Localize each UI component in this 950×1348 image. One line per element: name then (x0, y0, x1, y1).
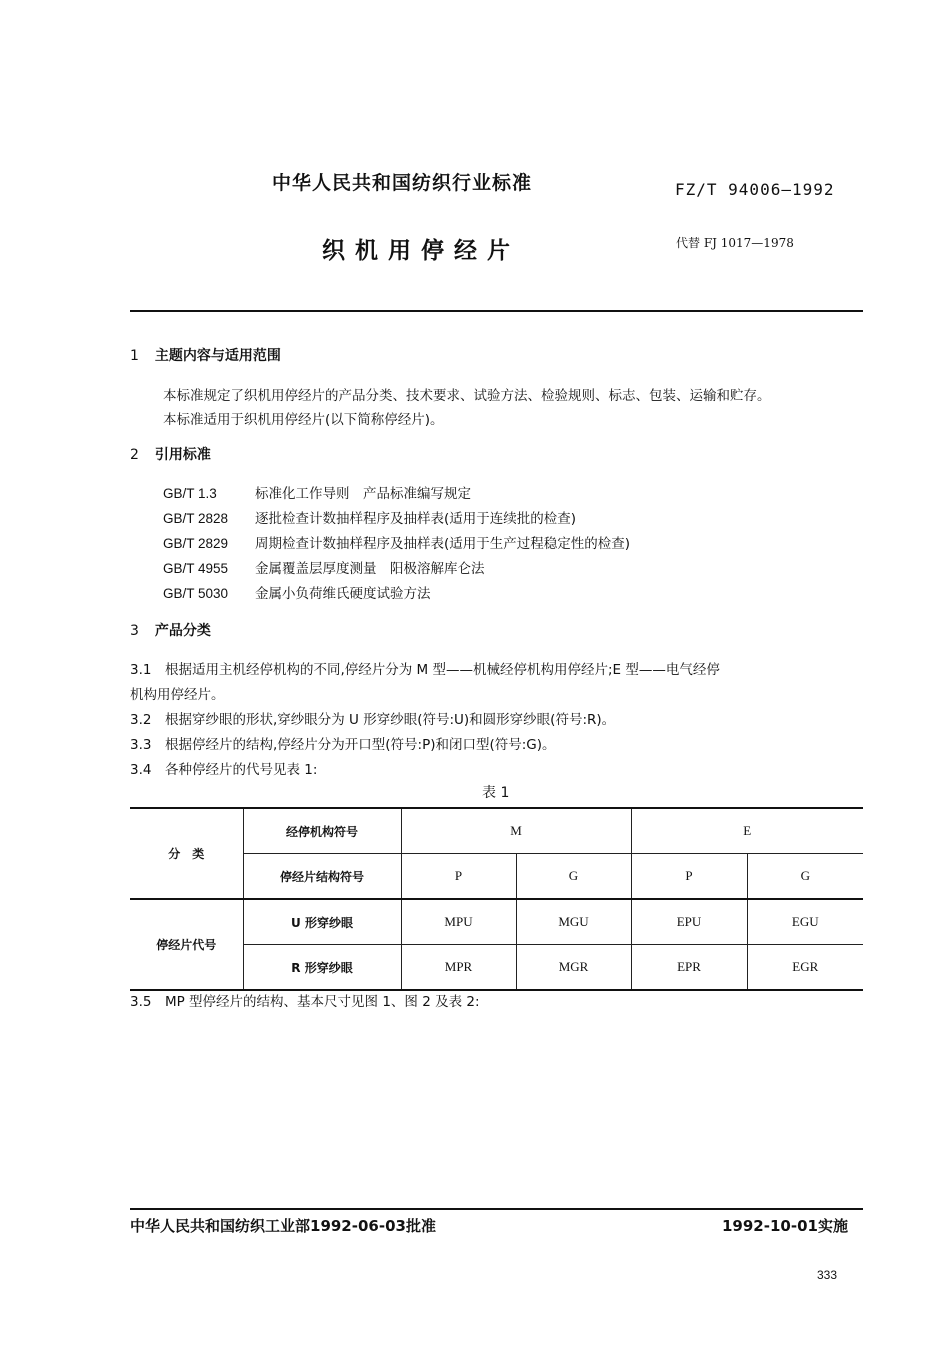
section-title: 主题内容与适用范围 (154, 348, 281, 364)
reference-item (163, 507, 576, 527)
section-1-paragraph-2: 本标准适用于织机用停经片(以下简称停经片)。 (163, 412, 444, 428)
reference-title: 金属小负荷维氏硬度试验方法 (255, 586, 431, 602)
table-row (130, 899, 863, 945)
row-label: U 形穿纱眼 (243, 899, 401, 945)
standard-title: 中华人民共和国纺织行业标准 (272, 172, 533, 194)
clause-3-3: 3.3 根据停经片的结构,停经片分为开口型(符号:P)和闭口型(符号:G)。 (130, 737, 556, 753)
clause-3-2: 3.2 根据穿纱眼的形状,穿纱眼分为 U 形穿纱眼(符号:U)和圆形穿纱眼(符号:R)。 (130, 712, 616, 728)
code-label: 停经片代号 (130, 899, 243, 990)
clause-3-5: 3.5 MP 型停经片的结构、基本尺寸见图 1、图 2 及表 2: (130, 994, 480, 1010)
section-2-heading (130, 444, 211, 464)
table-cell: MPU (401, 899, 516, 945)
clause-3-1-continued: 机构用停经片。 (130, 687, 225, 703)
section-number: 1 (130, 348, 139, 364)
mech-symbol-label: 经停机构符号 (243, 808, 401, 854)
standard-code: FZ/T 94006—1992 (675, 180, 835, 199)
table-cell: EPU (631, 899, 747, 945)
reference-code: GB/T 4955 (163, 561, 229, 576)
table-column-header: G (516, 854, 631, 900)
section-number: 2 (130, 447, 139, 463)
page-number: 333 (817, 1268, 838, 1282)
table-column-header: G (747, 854, 863, 900)
table-cell: EPR (631, 945, 747, 991)
type-m-header: M (401, 808, 631, 854)
table-caption: 表 1 (482, 785, 510, 801)
product-code-table (130, 807, 863, 991)
reference-code: GB/T 2829 (163, 536, 229, 551)
row-label: R 形穿纱眼 (243, 945, 401, 991)
type-e-header: E (631, 808, 863, 854)
reference-code: GB/T 5030 (163, 586, 229, 601)
section-title: 引用标准 (154, 447, 211, 463)
reference-title: 金属覆盖层厚度测量 阳极溶解库仑法 (255, 561, 485, 577)
footer-divider (130, 1208, 863, 1210)
classification-header: 分 类 (130, 808, 243, 899)
section-title: 产品分类 (154, 623, 211, 639)
section-1-heading (130, 345, 281, 365)
approval-note: 中华人民共和国纺织工业部1992-06-03批准 (130, 1217, 436, 1235)
table-cell: EGU (747, 899, 863, 945)
table-cell: EGR (747, 945, 863, 991)
section-3-heading (130, 620, 211, 640)
reference-code: GB/T 2828 (163, 511, 229, 526)
table-header-row (130, 808, 863, 854)
reference-code: GB/T 1.3 (163, 486, 217, 501)
table-cell: MGU (516, 899, 631, 945)
reference-title: 逐批检查计数抽样程序及抽样表(适用于连续批的检查) (255, 511, 577, 527)
table-column-header: P (631, 854, 747, 900)
section-number: 3 (130, 623, 139, 639)
reference-item (163, 482, 471, 502)
table-column-header: P (401, 854, 516, 900)
struct-symbol-label: 停经片结构符号 (243, 854, 401, 900)
table-cell: MPR (401, 945, 516, 991)
header-divider (130, 310, 863, 312)
document-title: 织机用停经片 (322, 238, 520, 264)
reference-item (163, 557, 485, 577)
clause-3-1: 3.1 根据适用主机经停机构的不同,停经片分为 M 型——机械经停机构用停经片;E 型——电气经停 (130, 662, 720, 678)
section-1-paragraph-1: 本标准规定了织机用停经片的产品分类、技术要求、试验方法、检验规则、标志、包装、运输和贮存。 (163, 388, 771, 404)
reference-item (163, 532, 630, 552)
clause-3-4: 3.4 各种停经片的代号见表 1: (130, 762, 318, 778)
effective-date: 1992-10-01实施 (722, 1217, 848, 1235)
reference-title: 标准化工作导则 产品标准编写规定 (255, 486, 471, 502)
table-cell: MGR (516, 945, 631, 991)
reference-item (163, 582, 431, 602)
replaces-note: 代替 FJ 1017—1978 (676, 236, 794, 250)
reference-title: 周期检查计数抽样程序及抽样表(适用于生产过程稳定性的检查) (255, 536, 631, 552)
